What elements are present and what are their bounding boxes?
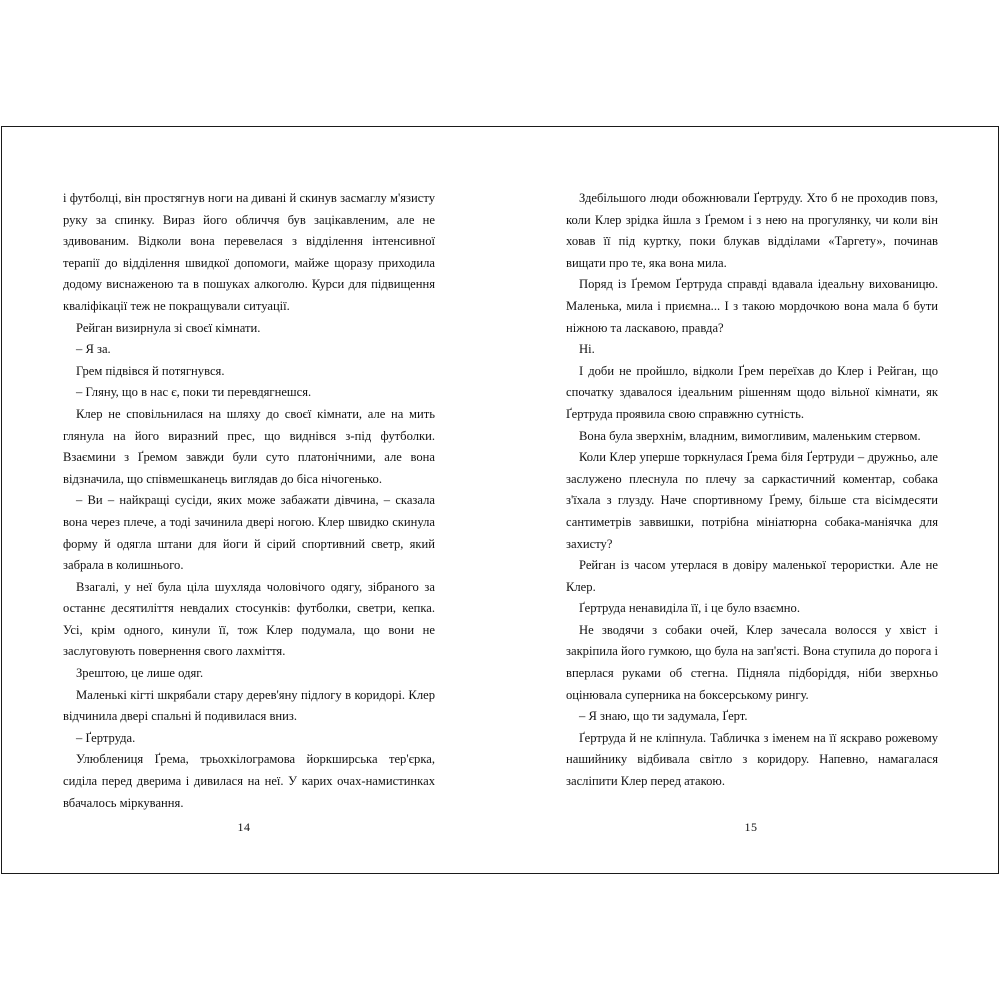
dialogue-line: – Я за. (76, 342, 111, 357)
paragraph: Здебільшого люди обожнювали Ґертруду. Хто б не проходив повз, коли Клер зрідка йшла з Ґремом і з нею на прогулянку, чи коли він ховав її під куртку, поки блукав відділами «Таргету», починав вищати про те, яка вона мила. (566, 191, 938, 270)
paragraph: Рейган із часом утерлася в довіру маленької терористки. Але не Клер. (566, 558, 938, 594)
paragraph: Ґертруда ненавиділа її, і це було взаємно. (579, 601, 800, 616)
paragraph: Рейган визирнула зі своєї кімнати. (76, 320, 261, 335)
paragraph: І доби не пройшло, відколи Ґрем переїхав до Клер і Рейган, що спочатку здавалося ідеальним рішенням щодо вільної кімнати, як Ґертруда проявила свою справжню сутність. (566, 363, 938, 421)
paragraph: Зрештою, це лише одяг. (76, 666, 204, 681)
left-page (2, 127, 500, 873)
page-number: 14 (237, 820, 251, 834)
paragraph: Вона була зверхнім, владним, вимогливим, маленьким стервом. (579, 428, 921, 443)
paragraph: Ні. (579, 342, 595, 357)
paragraph: Грем підвівся й потягнувся. (76, 363, 225, 378)
paragraph: Коли Клер уперше торкнулася Ґрема біля Ґертруди – дружньо, але заслужено плеснула по плечу за саркастичний коментар, собака з'їхала з глузду. Наче спортивному Ґрему, більше ста вісімдесяти сантиметрів заввишки, потрібна мініатюрна собака-маніячка для захисту? (566, 450, 938, 551)
paragraph: і футболці, він простягнув ноги на дивані й скинув засмаглу м'язисту руку за спинку. Вираз його обличчя був зацікавленим, але не здивованим. Відколи вона перевелася з відділення інтенсивної терапії до відділення швидкої допомоги, майже щоразу приходила додому виснаженою та в пошуках алкоголю. Курси для підвищення кваліфікації теж не покращували ситуації. (63, 191, 435, 313)
paragraph: Улюблениця Ґрема, трьохкілограмова йоркширська тер'єрка, сиділа перед дверима і дивилася на неї. У карих очах-намистинках вбачалось міркування. (63, 752, 435, 810)
dialogue-line: – Я знаю, що ти задумала, Ґерт. (579, 709, 748, 724)
paragraph: Маленькі кігті шкрябали стару дерев'яну підлогу в коридорі. Клер відчинила двері спальні й подивилася вниз. (63, 687, 435, 724)
right-page (500, 127, 998, 873)
left-page-text (63, 188, 435, 814)
book-spread (1, 126, 999, 874)
paragraph: Клер не сповільнилася на шляху до своєї кімнати, але на мить глянула на його виразний прес, що виднівся з-під футболки. Взаємини з Ґремом завжди були суто платонічними, але вона відзначила, що співмешканець виглядав до біса нічогенько. (63, 406, 435, 486)
dialogue-line: – Ви – найкращі сусіди, яких може забажати дівчина, – сказала вона через плече, а тоді зачинила двері ногою. Клер швидко скинула форму й одягла штани для йоги й сірий спортивний светр, який забрала в колишнього. (63, 493, 435, 573)
right-page-text (566, 188, 938, 793)
paragraph: Взагалі, у неї була ціла шухляда чоловічого одягу, зібраного за останнє десятиліття невдалих стосунків: футболки, светри, кепка. Усі, крім одного, кинули її, тож Клер подумала, що вони не заслуговують повернення свого лахміття. (63, 579, 435, 659)
dialogue-line: – Ґертруда. (76, 730, 136, 745)
paragraph: Поряд із Ґремом Ґертруда справді вдавала ідеальну вихованицю. Маленька, мила і приємна... І з такою мордочкою вона мала б бути ніжною та ласкавою, правда? (566, 277, 938, 335)
paragraph: Ґертруда й не кліпнула. Табличка з іменем на її яскраво рожевому нашийнику відбивала світло з коридору. Напевно, намагалася засліпити Клер перед атакою. (566, 730, 938, 789)
page-number: 15 (744, 820, 758, 834)
dialogue-line: – Гляну, що в нас є, поки ти перевдягнешся. (76, 385, 312, 400)
paragraph: Не зводячи з собаки очей, Клер зачесала волосся у хвіст і закріпила його гумкою, що була на зап'ясті. Вона ступила до порога і вперлася руками об стегна. Підняла підборіддя, ніби зверхньо оцінювала суперника на боксерському рингу. (566, 622, 938, 702)
